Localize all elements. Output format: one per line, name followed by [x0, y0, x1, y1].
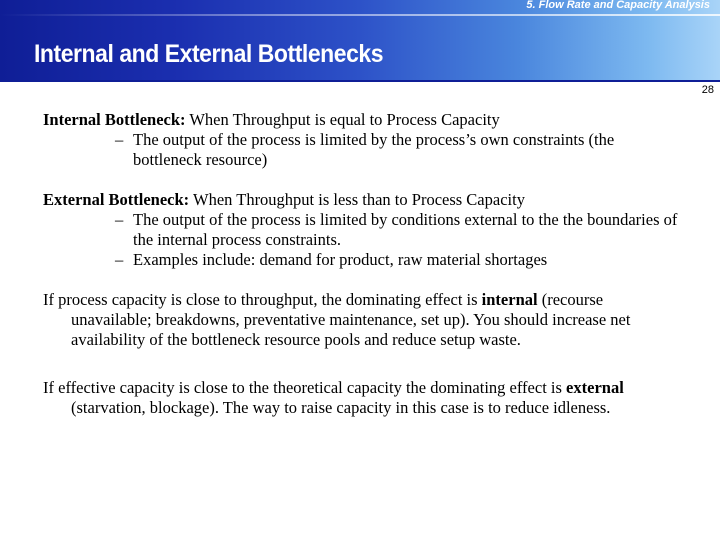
dash-bullet: – [115, 130, 124, 149]
internal-bullet-text: The output of the process is limited by the process’s own constraints (the bottleneck resource) [133, 130, 615, 169]
slide-body [43, 110, 683, 418]
internal-bottleneck-text: When Throughput is equal to Process Capacity [185, 110, 500, 129]
external-bullet-text: Examples include: demand for product, raw material shortages [133, 250, 548, 269]
external-bullet-2 [43, 250, 683, 270]
banner-accent-line [0, 14, 720, 16]
external-effect-paragraph [43, 378, 683, 418]
internal-bullet [43, 130, 683, 170]
paragraph-text: If process capacity is close to throughput, the dominating effect is [43, 290, 482, 309]
external-bullet-1 [43, 210, 683, 250]
internal-emphasis: internal [481, 290, 538, 309]
paragraph-text: (starvation, blockage). The way to raise capacity in this case is to reduce idleness. [71, 398, 611, 417]
paragraph-text: (recourse unavailable; breakdowns, preventative maintenance, set up). You should increase net availability of the bottleneck resource pools and reduce setup waste. [71, 290, 631, 349]
dash-bullet: – [115, 250, 124, 269]
title-underline [0, 80, 720, 82]
internal-bottleneck-definition [43, 110, 683, 130]
slide-number: 28 [701, 84, 714, 96]
slide-title: Internal and External Bottlenecks [34, 40, 384, 68]
external-bottleneck-term: External Bottleneck: [43, 190, 190, 209]
internal-bottleneck-term: Internal Bottleneck: [43, 110, 186, 129]
dash-bullet: – [115, 210, 124, 229]
chapter-label: 5. Flow Rate and Capacity Analysis [526, 0, 710, 11]
external-bottleneck-definition [43, 190, 683, 210]
paragraph-text: If effective capacity is close to the theoretical capacity the dominating effect is [43, 378, 567, 397]
internal-effect-paragraph [43, 290, 683, 350]
external-bullet-text: The output of the process is limited by conditions external to the the boundaries of the internal process constraints. [133, 210, 678, 249]
external-bottleneck-text: When Throughput is less than to Process Capacity [189, 190, 525, 209]
external-emphasis: external [566, 378, 624, 397]
